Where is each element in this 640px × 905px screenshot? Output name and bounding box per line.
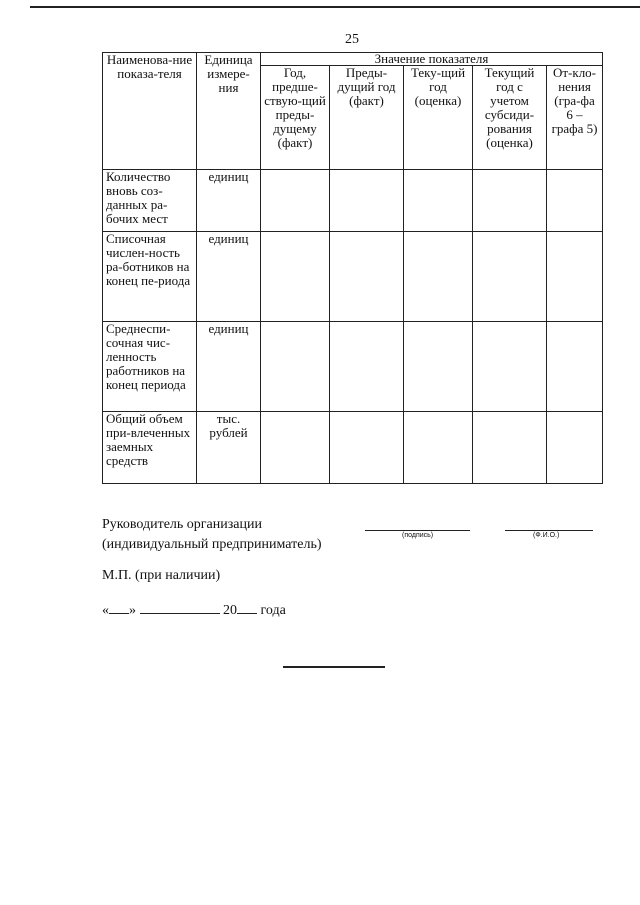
- year-prefix: 20: [223, 603, 237, 618]
- row-indicator-name: Общий объем при-влеченных заемных средств: [103, 412, 197, 484]
- stamp-note: М.П. (при наличии): [102, 568, 221, 583]
- top-border-line: [30, 6, 640, 8]
- value-cell: [473, 412, 547, 484]
- value-cell: [547, 322, 603, 412]
- signature-block: [102, 515, 322, 555]
- value-cell: [261, 412, 330, 484]
- value-cell: [330, 232, 404, 322]
- row-indicator-name: Количество вновь соз-данных ра-бочих мест: [103, 170, 197, 232]
- value-cell: [473, 322, 547, 412]
- value-cell: [547, 412, 603, 484]
- row-unit: единиц: [197, 170, 261, 232]
- value-cell: [261, 170, 330, 232]
- value-cell: [261, 232, 330, 322]
- month-blank: [140, 601, 220, 614]
- date-open-quote: «: [102, 603, 109, 618]
- signature-caption: (подпись): [402, 532, 434, 539]
- row-indicator-name: Среднеспи-сочная чис-ленность работников на конец периода: [103, 322, 197, 412]
- header-current-year-subsidized: Текущий год с учетом субсиди-рования (оценка): [473, 66, 547, 170]
- value-cell: [473, 170, 547, 232]
- page-number: 25: [345, 32, 359, 47]
- header-indicator-value-group: Значение показателя: [261, 53, 603, 66]
- header-indicator-name: Наименова-ние показа-теля: [103, 53, 197, 170]
- name-line: [505, 530, 593, 531]
- value-cell: [330, 322, 404, 412]
- table-row: [103, 322, 603, 412]
- signature-line: [365, 530, 470, 531]
- year-suffix: года: [260, 603, 286, 618]
- value-cell: [404, 412, 473, 484]
- row-indicator-name: Списочная числен-ность ра-ботников на конец пе-риода: [103, 232, 197, 322]
- value-cell: [330, 412, 404, 484]
- row-unit: единиц: [197, 322, 261, 412]
- value-cell: [404, 170, 473, 232]
- table-row: [103, 412, 603, 484]
- value-cell: [330, 170, 404, 232]
- date-close-quote: »: [129, 603, 136, 618]
- end-of-document-line: [283, 666, 385, 668]
- table-row: [103, 170, 603, 232]
- value-cell: [473, 232, 547, 322]
- value-cell: [547, 170, 603, 232]
- indicators-table: [102, 52, 603, 484]
- row-unit: единиц: [197, 232, 261, 322]
- header-previous-year: Преды-дущий год (факт): [330, 66, 404, 170]
- signatory-title: Руководитель организации: [102, 517, 262, 532]
- value-cell: [404, 322, 473, 412]
- value-cell: [404, 232, 473, 322]
- header-current-year: Теку-щий год (оценка): [404, 66, 473, 170]
- value-cell: [547, 232, 603, 322]
- value-cell: [261, 322, 330, 412]
- row-unit: тыс. рублей: [197, 412, 261, 484]
- header-unit: Единица измере-ния: [197, 53, 261, 170]
- signatory-title-note: (индивидуальный предприниматель): [102, 537, 322, 552]
- name-caption: (Ф.И.О.): [533, 532, 560, 539]
- year-blank: [237, 601, 257, 614]
- table-row: [103, 232, 603, 322]
- day-blank: [109, 601, 129, 614]
- header-year-before-previous: Год, предше-ствую-щий преды-дущему (факт): [261, 66, 330, 170]
- date-line: [102, 601, 286, 619]
- header-deviation: От-кло-нения (гра-фа 6 – графа 5): [547, 66, 603, 170]
